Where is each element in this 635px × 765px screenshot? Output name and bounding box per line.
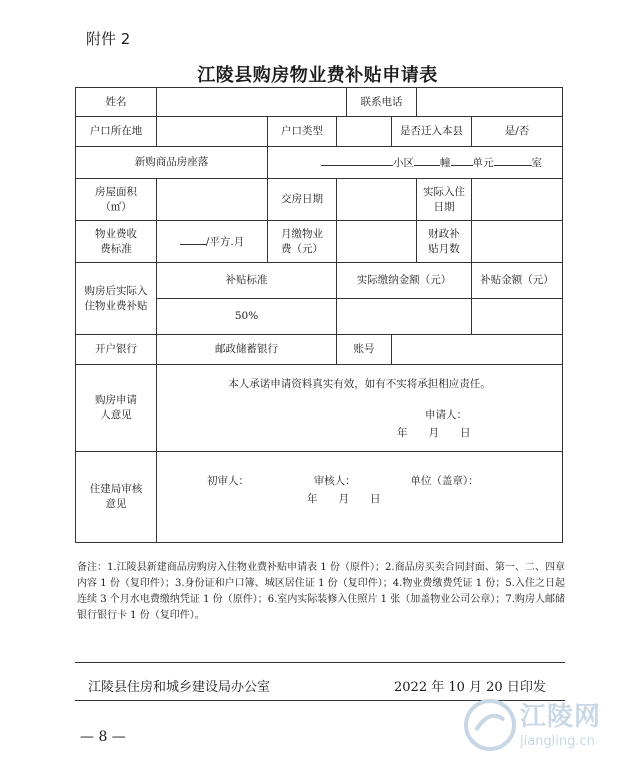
issuing-office: 江陵县住房和城乡建设局办公室 [88,680,271,695]
subsidy-months-field[interactable] [472,221,563,263]
review-date: 年 月 日 [307,493,381,505]
fee-standard-unit: /平方.月 [205,236,245,248]
area-label: 房屋面积（㎡） [76,179,157,221]
subsidy-standard-value: 50% [157,299,337,335]
area-field[interactable] [157,179,268,221]
monthly-fee-label: 月缴物业费（元） [268,221,337,263]
watermark-brand: 江陵网 [520,702,602,732]
delivery-date-field[interactable] [337,179,417,221]
hukou-place-field[interactable] [157,117,268,147]
movein-date-label: 实际入住日期 [417,179,472,221]
footer-top-rule [75,662,565,663]
paid-amount-header: 实际缴纳金额（元） [337,263,472,299]
applicant-opinion-cell[interactable] [157,365,563,452]
addr-shi: 室 [531,157,542,169]
applicant-sign: 申请人： [425,409,467,421]
monthly-fee-field[interactable] [337,221,417,263]
unit-seal: 单位（盖章）： [410,475,479,487]
name-field[interactable] [157,88,347,117]
bank-label: 开户银行 [76,335,157,365]
paid-amount-field[interactable] [337,299,472,335]
applicant-opinion-label: 购房申请人意见 [76,365,157,452]
subsidy-amount-field[interactable] [472,299,563,335]
account-label: 账号 [337,335,392,365]
subsidy-months-label: 财政补贴月数 [417,221,472,263]
subsidy-standard-header: 补贴标准 [157,263,337,299]
page-number: — 8 — [80,729,126,745]
bank-value[interactable]: 邮政储蓄银行 [157,335,337,365]
phone-label: 联系电话 [347,88,417,117]
first-reviewer: 初审人： [207,475,249,487]
subsidy-amount-header: 补贴金额（元） [472,263,563,299]
issue-date: 2022 年 10 月 20 日印发 [394,680,546,695]
subsidy-section-label: 购房后实际入住物业费补贴 [76,263,157,335]
bureau-review-label: 住建局审核意见 [76,452,157,543]
house-location-label: 新购商品房座落 [76,147,268,179]
fee-standard-field[interactable] [157,221,268,263]
reviewer: 审核人： [313,475,356,487]
addr-dong: 幢 [440,157,451,169]
watermark-url: jiangling.cn [520,734,595,749]
moved-in-value[interactable]: 是/否 [472,117,563,147]
hukou-type-field[interactable] [337,117,392,147]
applicant-date: 年 月 日 [397,427,471,439]
delivery-date-label: 交房日期 [268,179,337,221]
notes: 备注：1.江陵县新建商品房购房入住物业费补贴申请表 1 份（原件）；2.商品房买卖合同封面、第一、二、四章内容 1 份（复印件）；3.身份证和户口簿、城区居住证 1 份（复印件）；4.物业费缴费凭证 1 份；5.入住之日起连续 3 个月水电费缴纳凭证 1 份（原件）；6.室内实际装修入住照片 1 张（加盖物业公司公章）；7.购房人邮储银行银行卡 1 份（复印件）。 [77,562,565,621]
hukou-place-label: 户口所在地 [76,117,157,147]
account-field[interactable] [392,335,563,365]
review-signatures [157,474,562,489]
fee-standard-label: 物业费收费标准 [76,221,157,263]
name-label: 姓名 [76,88,157,117]
declaration-text: 本人承诺申请资料真实有效，如有不实将承担相应责任。 [228,378,491,390]
movein-date-field[interactable] [472,179,563,221]
phone-field[interactable] [417,88,563,117]
application-form-table [75,87,563,543]
hukou-type-label: 户口类型 [268,117,337,147]
house-location-field[interactable] [268,147,563,179]
moved-in-label: 是否迁入本县 [392,117,472,147]
addr-danyuan: 单元 [472,157,494,169]
form-title: 江陵县购房物业费补贴申请表 [197,65,438,86]
addr-xiaoqu: 小区 [393,157,414,169]
attachment-label: 附件 2 [86,30,131,48]
bureau-review-cell[interactable] [157,452,563,543]
